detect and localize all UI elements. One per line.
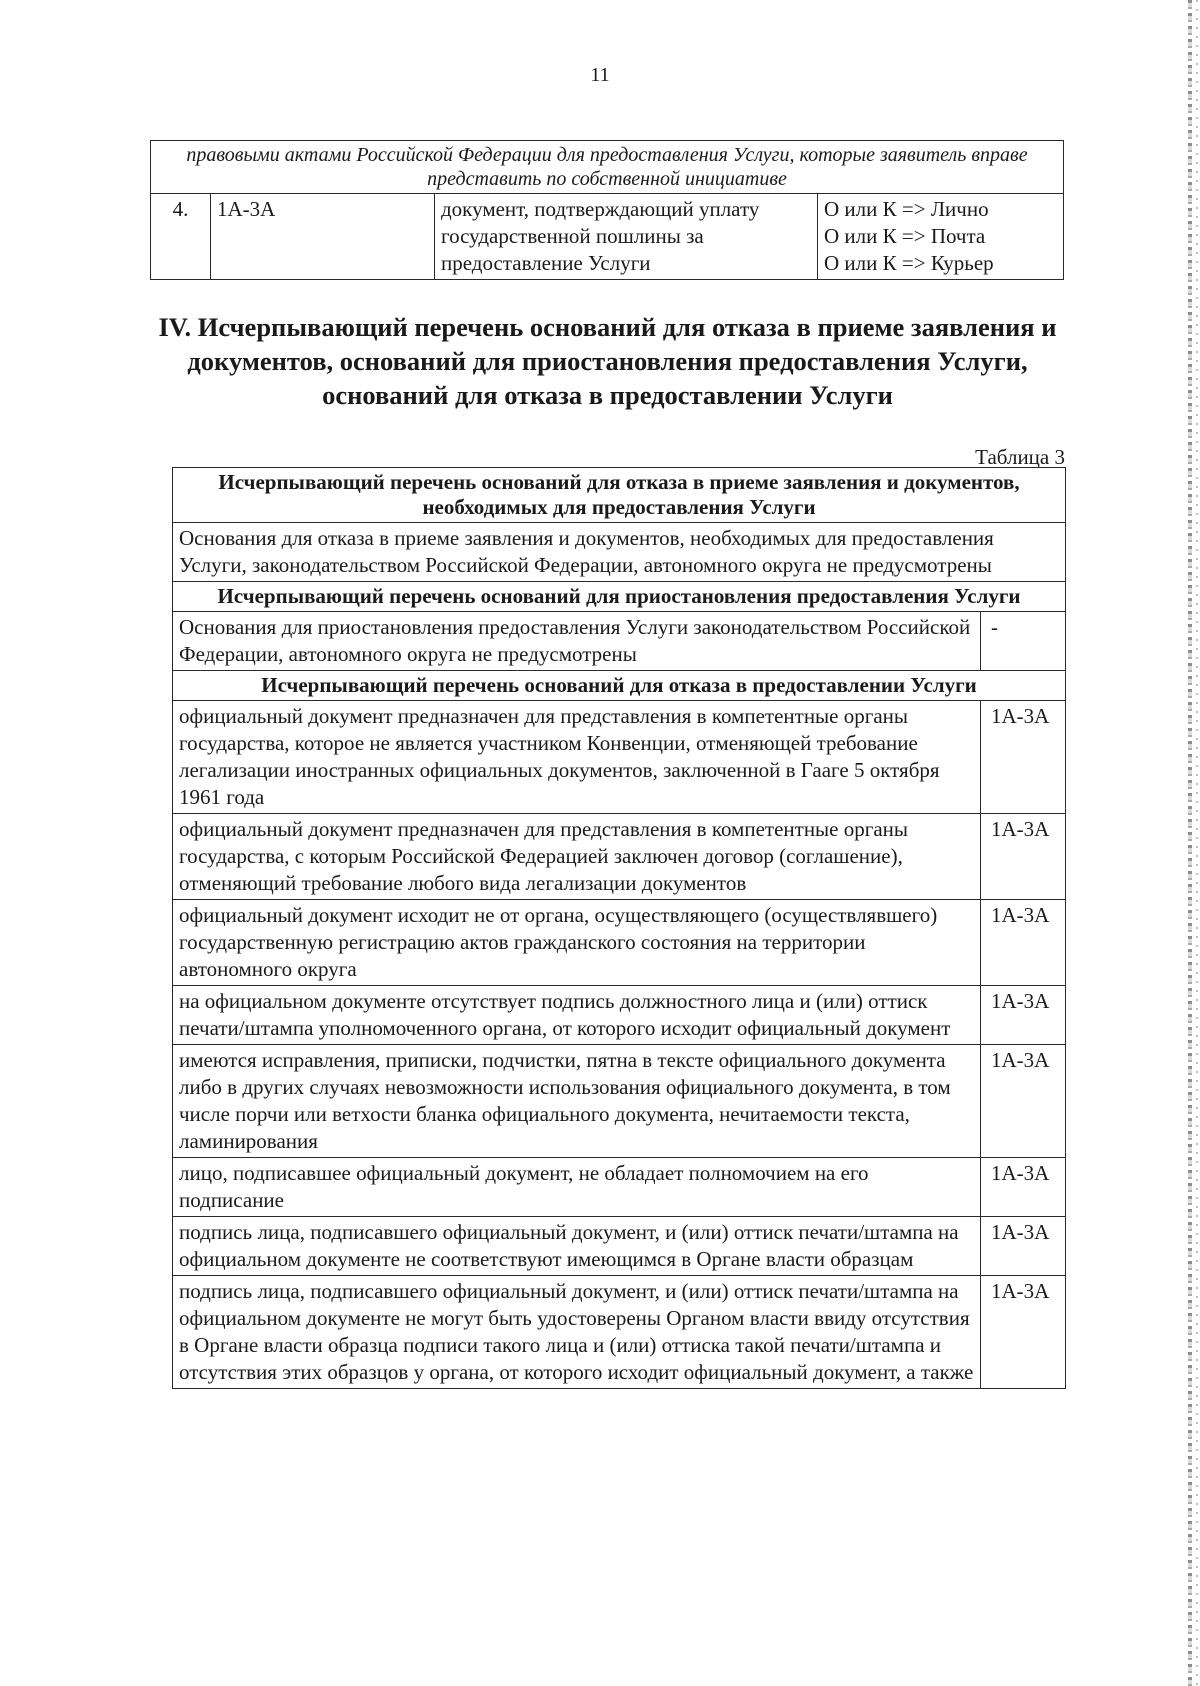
delivery-option: О или К => Лично: [824, 197, 989, 221]
section-text-suspension: Основания для приостановления предоставления Услуги законодательством Российской Федерации, автономного округа не предусмотрены: [173, 612, 981, 671]
scan-edge: [1188, 0, 1192, 1686]
ground-code: 1А-3А: [981, 1158, 1066, 1217]
row-document: документ, подтверждающий уплату государственной пошлины за предоставление Услуги: [435, 194, 818, 280]
ground-text: официальный документ предназначен для представления в компетентные органы государства, с которым Российской Федерацией заключен договор (соглашение), отменяющий требование любого вида легализации документов: [173, 814, 981, 900]
delivery-option: О или К => Курьер: [824, 251, 994, 275]
ground-text: подпись лица, подписавшего официальный документ, и (или) оттиск печати/штампа на официальном документе не соответствуют имеющимся в Органе власти образцам: [173, 1217, 981, 1276]
table-row: [173, 986, 1066, 1045]
suspension-code: -: [981, 612, 1066, 671]
table-row: [173, 814, 1066, 900]
ground-code: 1А-3А: [981, 1276, 1066, 1389]
ground-code: 1А-3А: [981, 900, 1066, 986]
ground-text: официальный документ предназначен для представления в компетентные органы государства, которое не является участником Конвенции, отменяющей требование легализации иностранных официальных документов, заключенной в Гааге 5 октября 1961 года: [173, 701, 981, 814]
row-delivery: [818, 194, 1064, 280]
section-title-suspension: Исчерпывающий перечень оснований для приостановления предоставления Услуги: [173, 582, 1066, 612]
table-row: [173, 701, 1066, 814]
ground-text: на официальном документе отсутствует подпись должностного лица и (или) оттиск печати/штампа уполномоченного органа, от которого исходит официальный документ: [173, 986, 981, 1045]
refusal-grounds-table: [172, 467, 1066, 1389]
ground-text: подпись лица, подписавшего официальный документ, и (или) оттиск печати/штампа на официальном документе не могут быть удостоверены Органом власти ввиду отсутствия в Органе власти образца подписи такого лица и (или) оттиска такой печати/штампа и отсутствия этих образцов у органа, от которого исходит официальный документ, а также: [173, 1276, 981, 1389]
section-heading: IV. Исчерпывающий перечень оснований для отказа в приеме заявления и документов, оснований для приостановления предоставления Услуги, оснований для отказа в предоставлении Услуги: [158, 312, 1057, 410]
section-title-refusal-service: Исчерпывающий перечень оснований для отказа в предоставлении Услуги: [173, 671, 1066, 701]
documents-table: [150, 140, 1064, 280]
table-row: [173, 1045, 1066, 1158]
ground-text: лицо, подписавшее официальный документ, не обладает полномочием на его подписание: [173, 1158, 981, 1217]
ground-code: 1А-3А: [981, 986, 1066, 1045]
ground-text: официальный документ исходит не от органа, осуществляющего (осуществлявшего) государственную регистрацию актов гражданского состояния на территории автономного округа: [173, 900, 981, 986]
table-row: [173, 900, 1066, 986]
page-number: 11: [590, 64, 610, 86]
table1-header: правовыми актами Российской Федерации для предоставления Услуги, которые заявитель вправе представить по собственной инициативе: [151, 141, 1064, 194]
ground-code: 1А-3А: [981, 1045, 1066, 1158]
ground-code: 1А-3А: [981, 701, 1066, 814]
table-label: Таблица 3: [975, 445, 1065, 469]
ground-text: имеются исправления, приписки, подчистки, пятна в тексте официального документа либо в других случаях невозможности использования официального документа, в том числе порчи или ветхости бланка официального документа, нечитаемости текста, ламинирования: [173, 1045, 981, 1158]
table-row: [173, 1276, 1066, 1389]
section-title-refusal-acceptance: Исчерпывающий перечень оснований для отказа в приеме заявления и документов, необходимых для предоставления Услуги: [173, 468, 1066, 523]
table-row: [173, 1217, 1066, 1276]
ground-code: 1А-3А: [981, 814, 1066, 900]
section-text-refusal-acceptance: Основания для отказа в приеме заявления и документов, необходимых для предоставления Услуги, законодательством Российской Федерации, автономного округа не предусмотрены: [173, 523, 1066, 582]
row-number: 4.: [151, 194, 211, 280]
delivery-option: О или К => Почта: [824, 224, 986, 248]
table-row: [173, 1158, 1066, 1217]
ground-code: 1А-3А: [981, 1217, 1066, 1276]
table-row: [151, 194, 1064, 280]
row-code: 1А-3А: [211, 194, 435, 280]
scan-edge-inner: [1196, 0, 1198, 1686]
